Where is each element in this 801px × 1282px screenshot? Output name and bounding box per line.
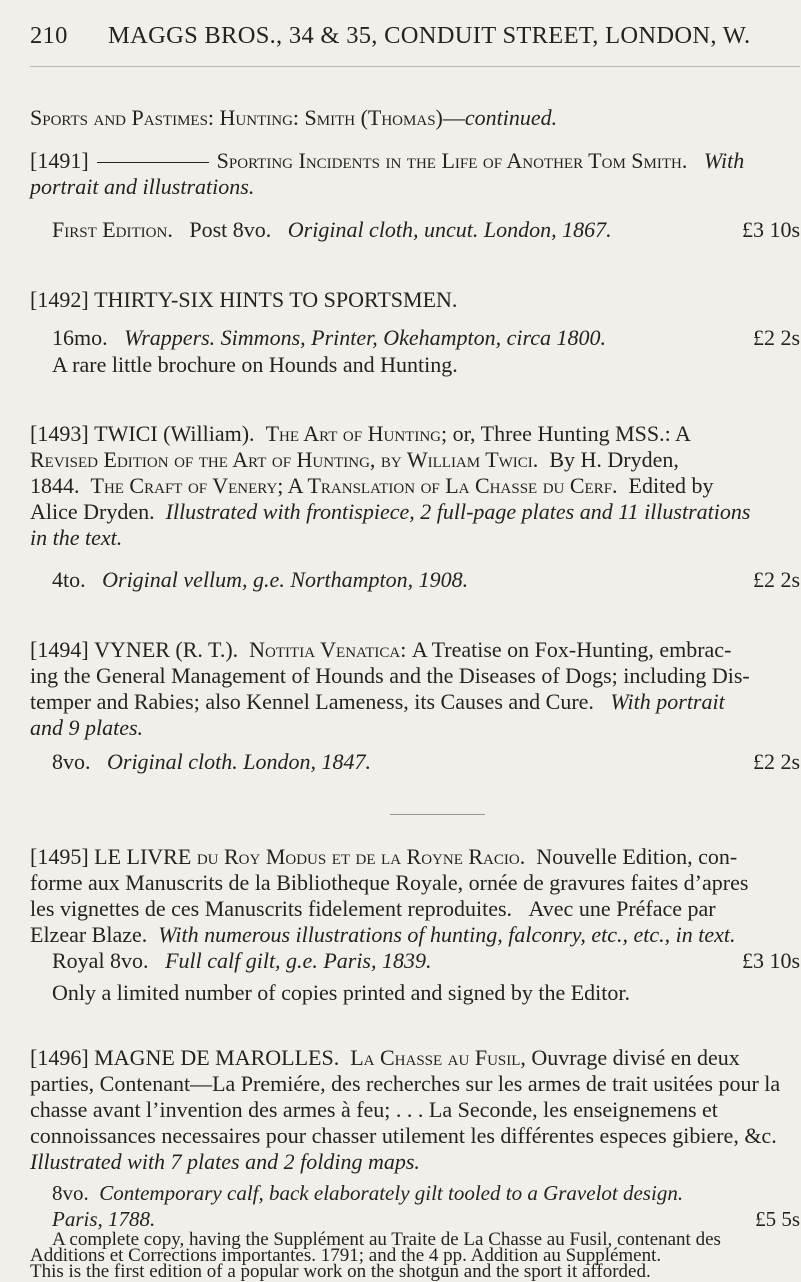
entry-1491-line1: [1491] Sporting Incidents in the Life of Another Tom Smith. With [30, 148, 745, 173]
running-header [30, 22, 800, 50]
price: £2 2s [752, 749, 800, 774]
entry-1496-line1: [1496] MAGNE DE MAROLLES. La Chasse au Fusil, Ouvrage divisé en deux [30, 1045, 740, 1070]
entry-1493-line3: 1844. The Craft of Venery; A Translation of La Chasse du Cerf. Edited by [30, 473, 714, 498]
entry-1495-line2: forme aux Manuscrits de la Bibliotheque Royale, ornée de gravures faites d’apres [30, 870, 749, 895]
price: £3 10s [741, 217, 800, 242]
entry-1493-line5: in the text. [30, 525, 123, 550]
entry-1493-line1: [1493] TWICI (William). The Art of Hunting; or, Three Hunting MSS.: A [30, 421, 691, 446]
entry-1496-note1: A complete copy, having the Supplément au Traite de La Chasse au Fusil, contenant des [52, 1229, 721, 1250]
entry-1491-line2: portrait and illustrations. [30, 174, 255, 199]
entry-1492-note: A rare little brochure on Hounds and Hunting. [52, 352, 458, 377]
entry-1492-line1: [1492] THIRTY-SIX HINTS TO SPORTSMEN. [30, 287, 458, 312]
entry-1495-note: Only a limited number of copies printed and signed by the Editor. [52, 980, 630, 1005]
entry-1491-imprint: First Edition. Post 8vo. Original cloth, uncut. London, 1867. £3 10s [52, 217, 800, 242]
entry-1496-line3: chasse avant l’invention des armes à feu; . . . La Seconde, les enseignemens et [30, 1097, 718, 1122]
section-separator [390, 814, 485, 815]
entry-1496-line4: connoissances necessaires pour chasser utilement les différentes especes gibiere, &c. [30, 1123, 777, 1148]
entry-1493-imprint: 4to. Original vellum, g.e. Northampton, 1908. £2 2s [52, 567, 800, 592]
price: £5 5s [755, 1207, 800, 1231]
entry-1495-line3: les vignettes de ces Manuscrits fidelement reproduites. Avec une Préface par [30, 896, 716, 921]
entry-1494-line4: and 9 plates. [30, 715, 144, 740]
entry-1496-line2: parties, Contenant—La Premiére, des recherches sur les armes de trait usitées pour la [30, 1071, 781, 1096]
price: £2 2s [752, 325, 800, 350]
entry-1496-note2: Additions et Corrections importantes. 1791; and the 4 pp. Addition au Supplément. [30, 1245, 662, 1266]
entry-1496-note3: This is the first edition of a popular work on the shotgun and the sport it afforded. [30, 1261, 651, 1282]
price: £3 10s [741, 948, 800, 973]
entry-1496-line5: Illustrated with 7 plates and 2 folding maps. [30, 1149, 420, 1174]
header-rule [30, 66, 800, 67]
entry-1492-imprint: 16mo. Wrappers. Simmons, Printer, Okehampton, circa 1800. £2 2s [52, 325, 800, 350]
entry-1494-imprint: 8vo. Original cloth. London, 1847. £2 2s [52, 749, 800, 774]
entry-1493-line2: Revised Edition of the Art of Hunting, by William Twici. By H. Dryden, [30, 447, 679, 472]
page-number: 210 [30, 22, 68, 49]
ditto-dash [97, 162, 209, 163]
entry-1493-line4: Alice Dryden. Illustrated with frontispiece, 2 full-page plates and 11 illustrations [30, 499, 751, 524]
section-heading: Sports and Pastimes: Hunting: Smith (Thomas)—continued. [30, 105, 558, 130]
price: £2 2s [752, 567, 800, 592]
entry-1494-line3: temper and Rabies; also Kennel Lameness, its Causes and Cure. With portrait [30, 689, 725, 714]
entry-1494-line2: ing the General Management of Hounds and the Diseases of Dogs; including Dis- [30, 663, 750, 688]
publisher-line: MAGGS BROS., 34 & 35, CONDUIT STREET, LONDON, W. [108, 22, 751, 49]
entry-1495-line4: Elzear Blaze. With numerous illustrations of hunting, falconry, etc., etc., in text. [30, 922, 736, 947]
entry-1496-imprint: 8vo. Contemporary calf, back elaborately gilt tooled to a Gravelot design. [52, 1181, 684, 1205]
entry-1495-imprint: Royal 8vo. Full calf gilt, g.e. Paris, 1839. £3 10s [52, 948, 800, 973]
entry-1495-line1: [1495] LE LIVRE du Roy Modus et de la Royne Racio. Nouvelle Edition, con- [30, 844, 738, 869]
entry-1494-line1: [1494] VYNER (R. T.). Notitia Venatica: A Treatise on Fox-Hunting, embrac- [30, 637, 732, 662]
entry-1496-place: Paris, 1788. £5 5s [52, 1207, 800, 1231]
